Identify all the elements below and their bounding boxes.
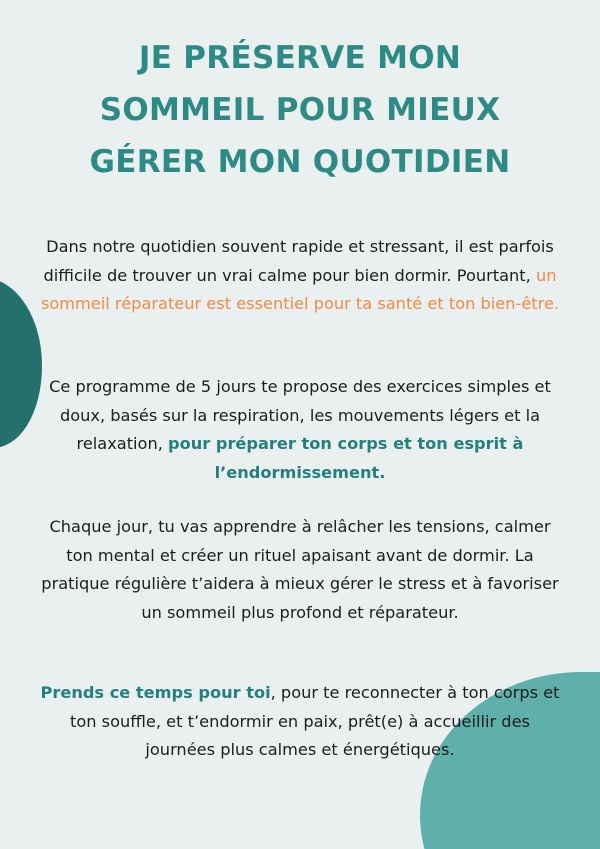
paragraph-daily-text: Chaque jour, tu vas apprendre à relâcher les tensions, calmer ton mental et créer un rituel apaisant avant de dormir. La pratique régulière t’aidera à mieux gérer le stress et à favoriser un sommeil plus profond et réparateur. (41, 517, 559, 622)
title-line-3: GÉRER MON QUOTIDIEN (89, 144, 511, 180)
paragraph-closing-text: , pour te reconnecter à ton corps et ton souffle, et t’endormir en paix, prêt(e) à accueillir des journées plus calmes et énergétiques. (70, 683, 560, 759)
paragraph-program-highlight: pour préparer ton corps et ton esprit à l’endormissement. (168, 434, 524, 482)
paragraph-program (36, 373, 564, 487)
paragraph-daily (36, 513, 564, 627)
paragraph-closing (36, 679, 564, 765)
title-line-1: JE PRÉSERVE MON (138, 40, 462, 76)
paragraph-closing-highlight: Prends ce temps pour toi (40, 683, 271, 702)
paragraph-intro-highlight: un sommeil réparateur est essentiel pour ta santé et ton bien-être. (40, 265, 560, 313)
page-title (40, 32, 560, 188)
paragraph-intro (36, 233, 564, 319)
paragraph-program-text: Ce programme de 5 jours te propose des exercices simples et doux, basés sur la respiration, les mouvements légers et la relaxation, (49, 377, 551, 453)
paragraph-intro-text: Dans notre quotidien souvent rapide et stressant, il est parfois difficile de trouver un vrai calme pour bien dormir. Pourtant, (43, 237, 554, 285)
title-line-2: SOMMEIL POUR MIEUX (99, 92, 501, 128)
